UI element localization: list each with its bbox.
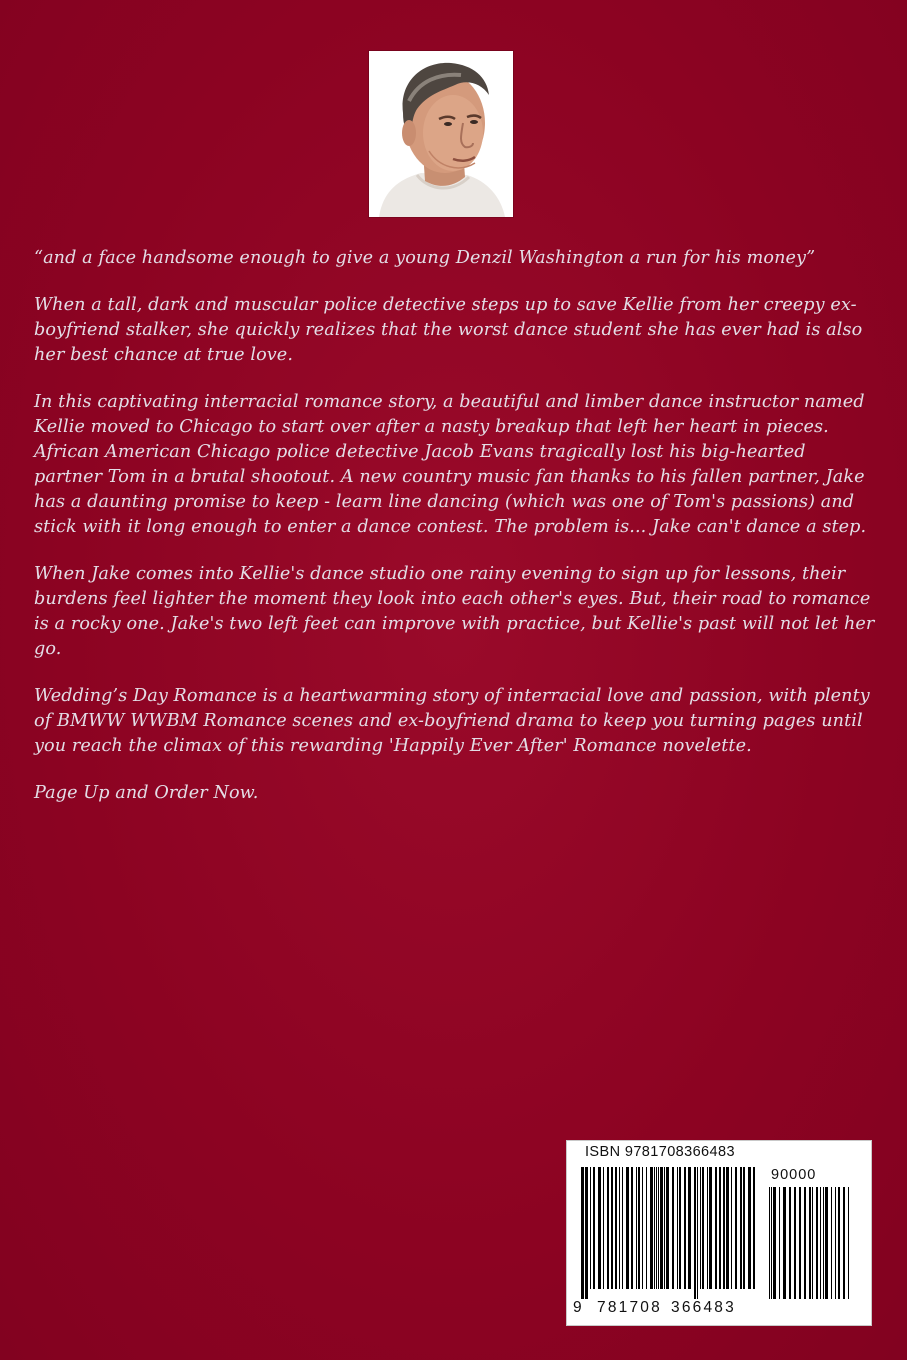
barcode-bar [585, 1167, 588, 1299]
barcode-bar [843, 1187, 845, 1299]
barcode-bar [619, 1167, 620, 1289]
barcode-bar [656, 1167, 657, 1289]
barcode-bar [664, 1167, 665, 1289]
barcode-bar [838, 1187, 840, 1299]
barcode-bar [809, 1187, 811, 1299]
barcode-bar [789, 1187, 791, 1299]
barcode-bar [603, 1167, 604, 1289]
barcode-bar [660, 1167, 663, 1289]
barcode-bar [654, 1167, 655, 1289]
barcode-digit-first: 9 [573, 1299, 584, 1316]
barcode-bar [753, 1167, 755, 1289]
barcode-bar [666, 1167, 669, 1289]
author-photo [369, 51, 513, 217]
barcode-bar [779, 1187, 780, 1299]
barcode-bar [700, 1167, 701, 1289]
ean-barcode-bars [581, 1167, 761, 1301]
barcode-bar [743, 1167, 745, 1289]
barcode-bar [638, 1167, 640, 1289]
barcode-bar [740, 1167, 742, 1289]
barcode-bar [679, 1167, 681, 1289]
blurb-paragraph: When Jake comes into Kellie's dance studio one rainy evening to sign up for lessons, their burdens feel lighter the moment they look into each other's eyes. But, their road to romance is a rocky one. Jake's two left feet can improve with practice, but Kellie's past will not let her go. [34, 564, 875, 659]
barcode-bar [769, 1187, 770, 1299]
barcode-bar [820, 1187, 821, 1299]
barcode-bar [684, 1167, 686, 1289]
barcode-bar [848, 1187, 849, 1299]
barcode-bar [650, 1167, 653, 1289]
barcode-bar [622, 1167, 623, 1289]
barcode-bar [607, 1167, 609, 1289]
barcode-bar [697, 1167, 698, 1299]
barcode-bar [816, 1187, 818, 1299]
barcode-bar [726, 1167, 729, 1289]
book-description [34, 246, 879, 828]
author-portrait-image [369, 51, 513, 217]
barcode-bar [812, 1187, 813, 1299]
barcode-bar [773, 1187, 776, 1299]
barcode-bar [709, 1167, 712, 1289]
barcode-bar [825, 1187, 828, 1299]
blurb-paragraph: Wedding’s Day Romance is a heartwarming story of interracial love and passion, with plenty of BMWW WWBM Romance scenes and ex-boyfriend drama to keep you turning pages until you reach the climax of this rewarding 'Happily Ever After' Romance novelette. [34, 686, 870, 756]
barcode-bar [702, 1167, 704, 1289]
price-code: 90000 [771, 1167, 817, 1183]
barcode-bar [611, 1167, 613, 1289]
barcode-bar [658, 1167, 659, 1289]
barcode-bar [581, 1167, 584, 1299]
barcode-bar [831, 1187, 832, 1299]
blurb-quote: “and a face handsome enough to give a young Denzil Washington a run for his money” [34, 248, 816, 268]
barcode-bar [735, 1167, 737, 1289]
barcode-bar [677, 1167, 678, 1289]
barcode-bar [688, 1167, 691, 1289]
barcode-bar [626, 1167, 629, 1289]
barcode-bar [636, 1167, 637, 1289]
barcode-bar [672, 1167, 674, 1289]
barcode-digits-right: 366483 [671, 1299, 736, 1316]
barcode-bar [719, 1167, 721, 1289]
barcode-bar [771, 1187, 772, 1299]
barcode-bar [707, 1167, 708, 1289]
blurb-call-to-action: Page Up and Order Now. [34, 783, 259, 803]
barcode-bar [590, 1167, 591, 1289]
barcode-bar [748, 1167, 751, 1289]
barcode-bar [723, 1167, 725, 1289]
barcode-bar [783, 1187, 786, 1299]
isbn-barcode [566, 1140, 872, 1326]
barcode-bar [794, 1187, 796, 1299]
barcode-bar [593, 1167, 595, 1289]
barcode-bar [823, 1187, 824, 1299]
barcode-bar [598, 1167, 601, 1289]
barcode-bar [646, 1167, 647, 1289]
barcode-bar [715, 1167, 717, 1289]
barcode-bar [694, 1167, 696, 1299]
isbn-label: ISBN 9781708366483 [585, 1144, 735, 1160]
addon-barcode-bars [769, 1187, 853, 1301]
blurb-paragraph: When a tall, dark and muscular police detective steps up to save Kellie from her creepy ex-boyfriend stalker, she quickly realizes that the worst dance student she has ever had is also her best chance at true love. [34, 295, 863, 365]
barcode-bar [631, 1167, 633, 1289]
barcode-bar [799, 1187, 801, 1299]
blurb-paragraph: In this captivating interracial romance story, a beautiful and limber dance instructor named Kellie moved to Chicago to start over after a nasty breakup that left her heart in pieces. African American Chicago police detective Jacob Evans tragically lost his big-hearted partner Tom in a brutal shootout. A new country music fan thanks to his fallen partner, Jake has a daunting promise to keep - learn line dancing (which was one of Tom's passions) and stick with it long enough to enter a dance contest. The problem is... Jake can't dance a step. [34, 392, 867, 537]
barcode-bar [731, 1167, 732, 1289]
barcode-bar [642, 1167, 643, 1289]
barcode-digits-left: 781708 [597, 1299, 662, 1316]
barcode-bar [835, 1187, 836, 1299]
barcode-bar [615, 1167, 617, 1289]
barcode-bar [804, 1187, 806, 1299]
